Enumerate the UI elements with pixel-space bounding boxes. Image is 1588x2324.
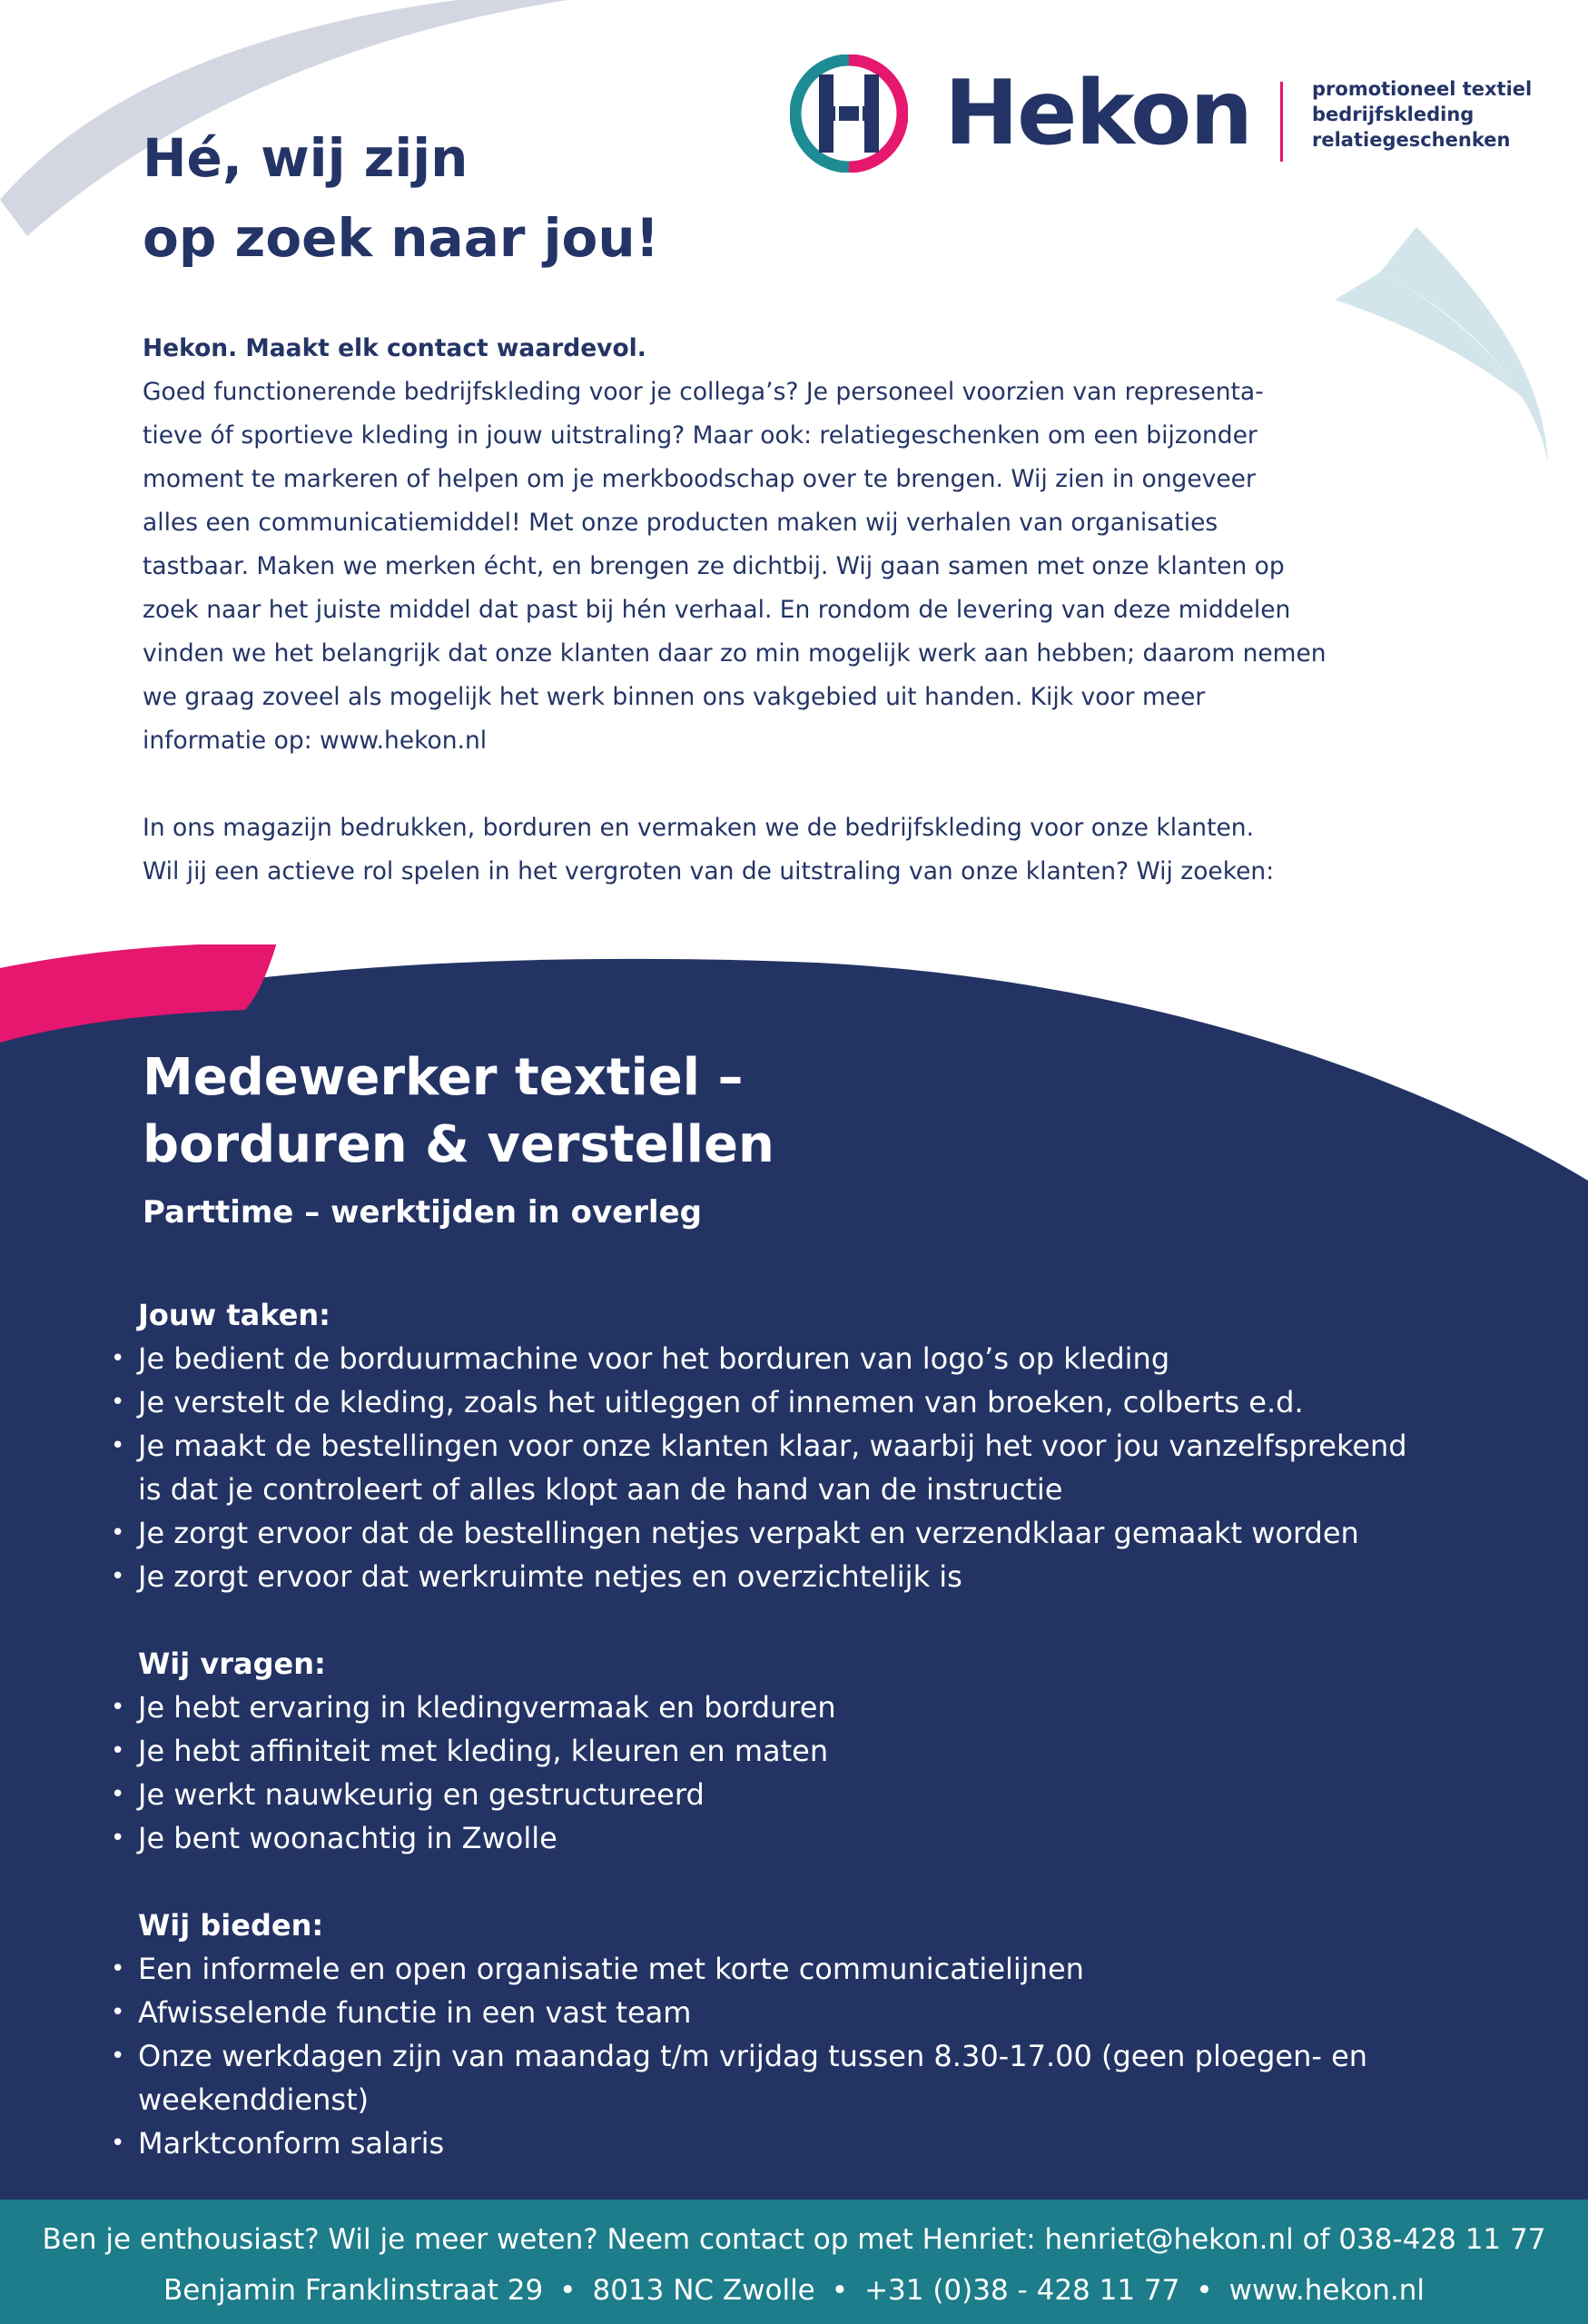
bullet-icon: • [111, 1825, 125, 1852]
list-item [109, 1686, 1489, 1729]
intro-line: tastbaar. Maken we merken écht, en brengen ze dichtbij. Wij gaan samen met onze klanten op [143, 552, 1285, 580]
list-item-text: Je verstelt de kleding, zoals het uitleggen of innemen van broeken, colberts e.d. [138, 1385, 1304, 1419]
list-item [109, 1729, 1489, 1773]
list-item [109, 1773, 1489, 1816]
bullet-icon: • [111, 1781, 125, 1808]
job-title [143, 1044, 1459, 1179]
intro-line: In ons magazijn bedrukken, borduren en vermaken we de bedrijfskleding voor onze klanten. [143, 814, 1255, 842]
list-item-text: Je bent woonachtig in Zwolle [138, 1821, 557, 1855]
contact-footer [0, 2200, 1588, 2324]
section-list [109, 1337, 1489, 1598]
list-item-text: Je zorgt ervoor dat werkruimte netjes en overzichtelijk is [138, 1559, 962, 1594]
list-item-text: weekenddienst) [138, 2082, 370, 2117]
intro-line: zoek naar het juiste middel dat past bij hén verhaal. En rondom de levering van deze middelen [143, 596, 1291, 624]
list-item [109, 2034, 1489, 2121]
tagline-line: bedrijfskleding [1312, 104, 1475, 125]
list-item [109, 1511, 1489, 1555]
bullet-icon: • [111, 1694, 125, 1721]
list-item-text: Je bedient de borduurmachine voor het borduren van logo’s op kleding [138, 1341, 1170, 1376]
list-item [109, 1947, 1489, 1991]
list-item [109, 1816, 1489, 1860]
address-line [0, 2270, 1588, 2310]
intro-line: Goed functionerende bedrijfskleding voor je collega’s? Je personeel voorzien van representa- [143, 378, 1264, 406]
list-item-text: Je hebt ervaring in kledingvermaak en borduren [138, 1690, 836, 1725]
logo-divider [1280, 82, 1283, 162]
contact-line: Ben je enthousiast? Wil je meer weten? Neem contact op met Henriet: henriet@hekon.nl of 038-428 11 77 [42, 2223, 1546, 2256]
list-item [109, 1380, 1489, 1424]
footer-website: www.hekon.nl [1228, 2274, 1425, 2307]
list-item [109, 2121, 1489, 2165]
section-title: Wij vragen: [138, 1647, 326, 1681]
section-title: Jouw taken: [138, 1298, 330, 1332]
list-item-text: Onze werkdagen zijn van maandag t/m vrijdag tussen 8.30-17.00 (geen ploegen- en [138, 2039, 1368, 2073]
list-item-text: Je hebt affiniteit met kleding, kleuren en maten [138, 1734, 829, 1768]
bullet-icon: • [111, 2042, 125, 2070]
hekon-h-logo-icon [790, 54, 908, 173]
section-gap [109, 1860, 1489, 1904]
footer-postal: 8013 NC Zwolle [592, 2274, 815, 2307]
separator-dot: • [1196, 2274, 1213, 2307]
headline-line-2: op zoek naar jou! [143, 207, 660, 269]
job-subtitle: Parttime – werktijden in overleg [143, 1194, 702, 1231]
list-item-text: Je maakt de bestellingen voor onze klanten klaar, waarbij het voor jou vanzelfsprekend [138, 1429, 1407, 1463]
section-list [109, 1947, 1489, 2165]
intro-line: alles een communicatiemiddel! Met onze producten maken wij verhalen van organisaties [143, 509, 1218, 537]
list-item [109, 1337, 1489, 1380]
intro-line: tieve óf sportieve kleding in jouw uitstraling? Maar ook: relatiegeschenken om een bijzonder [143, 421, 1258, 450]
list-item-text: Afwisselende functie in een vast team [138, 1995, 692, 2030]
logo-wordmark: Hekon [944, 62, 1252, 165]
section-title: Wij bieden: [138, 1908, 324, 1943]
bullet-icon: • [111, 1432, 125, 1459]
bullet-icon: • [111, 2130, 125, 2157]
tagline-line: promotioneel textiel [1312, 78, 1533, 100]
bullet-icon: • [111, 1345, 125, 1372]
intro-line: moment te markeren of helpen om je merkboodschap over te brengen. Wij zien in ongeveer [143, 465, 1256, 493]
intro-lead: Hekon. Maakt elk contact waardevol. [143, 334, 646, 362]
job-sections [109, 1293, 1489, 2165]
footer-phone: +31 (0)38 - 428 11 77 [864, 2274, 1180, 2307]
job-heading [143, 1044, 1459, 1235]
bullet-icon: • [111, 1389, 125, 1416]
bullet-icon: • [111, 1563, 125, 1590]
list-item [109, 1555, 1489, 1598]
page-headline [143, 118, 659, 278]
section-gap [109, 1598, 1489, 1642]
headline-line-1: Hé, wij zijn [143, 127, 469, 189]
footer-address: Benjamin Franklinstraat 29 [163, 2274, 544, 2307]
bullet-icon: • [111, 1955, 125, 1983]
paragraph-gap [143, 763, 1441, 806]
bullet-icon: • [111, 1737, 125, 1765]
bullet-icon: • [111, 1999, 125, 2026]
list-item-text: Marktconform salaris [138, 2126, 445, 2161]
list-item [109, 1424, 1489, 1511]
tagline-line: relatiegeschenken [1312, 129, 1511, 151]
list-item [109, 1991, 1489, 2034]
intro-line: Wil jij een actieve rol spelen in het vergroten van de uitstraling van onze klanten? Wij zoeken: [143, 857, 1275, 885]
bullet-icon: • [111, 1519, 125, 1547]
section-list [109, 1686, 1489, 1860]
separator-dot: • [559, 2274, 577, 2307]
hekon-logo [790, 54, 1544, 173]
intro-line: vinden we het belangrijk dat onze klanten daar zo min mogelijk werk aan hebben; daarom nemen [143, 639, 1327, 668]
intro-line: we graag zoveel als mogelijk het werk binnen ons vakgebied uit handen. Kijk voor meer [143, 683, 1206, 711]
list-item-text: is dat je controleert of alles klopt aan de hand van de instructie [138, 1472, 1063, 1507]
list-item-text: Een informele en open organisatie met korte communicatielijnen [138, 1952, 1084, 1986]
list-item-text: Je zorgt ervoor dat de bestellingen netjes verpakt en verzendklaar gemaakt worden [138, 1516, 1359, 1550]
logo-tagline [1312, 76, 1532, 153]
intro-text [143, 327, 1441, 894]
separator-dot: • [831, 2274, 849, 2307]
job-title-line-1: Medewerker textiel – [143, 1048, 744, 1107]
job-title-line-2: borduren & verstellen [143, 1115, 774, 1174]
intro-line: informatie op: www.hekon.nl [143, 727, 488, 755]
list-item-text: Je werkt nauwkeurig en gestructureerd [138, 1777, 705, 1812]
